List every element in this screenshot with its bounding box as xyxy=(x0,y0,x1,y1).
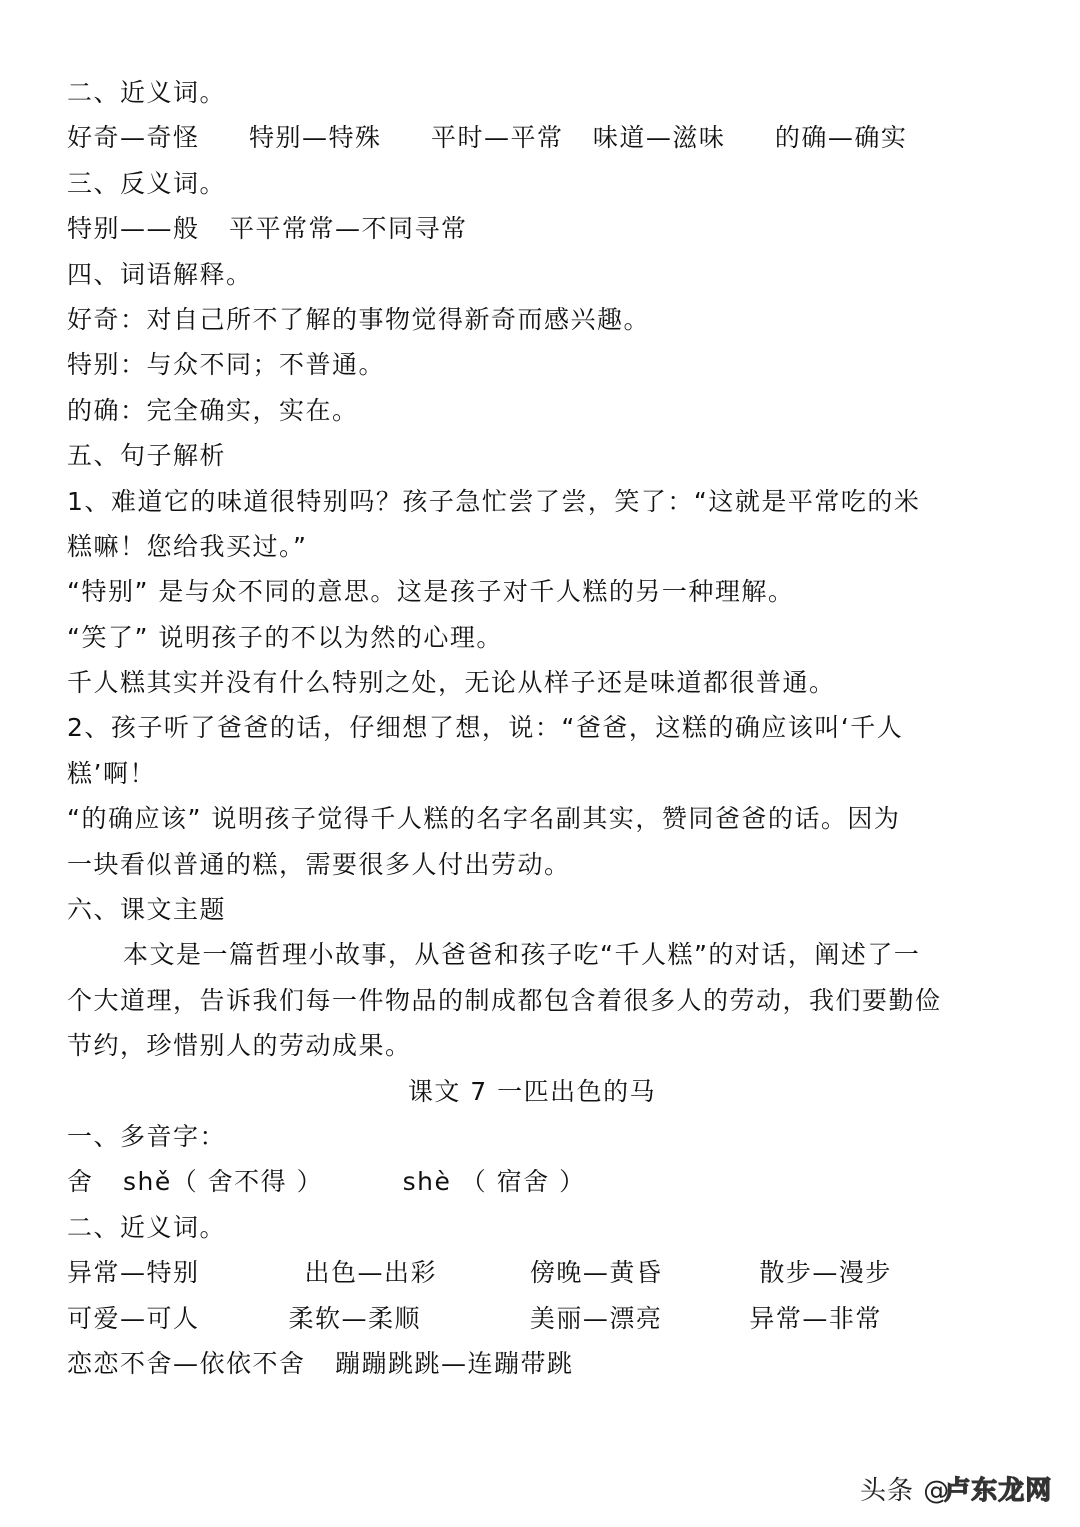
antonym-pairs-row xyxy=(67,206,1027,251)
synonym-pair: 异常—特别 xyxy=(67,1258,200,1288)
antonym-pair: 平平常常—不同寻常 xyxy=(228,214,468,244)
polyphonic-row xyxy=(67,1159,1027,1204)
definition-item: 特别：与众不同；不普通。 xyxy=(67,350,386,380)
synonym-pair: 美丽—漂亮 xyxy=(529,1303,663,1333)
synonym-pair: 好奇—奇怪 xyxy=(67,123,200,153)
synonym-pairs-row xyxy=(67,1250,1027,1295)
synonym-pair: 的确—确实 xyxy=(774,123,908,153)
sentence-2-note: “的确应该” 说明孩子觉得千人糕的名字名副其实，赞同爸爸的话。因为 xyxy=(67,804,901,834)
polyphonic-char: 舍 xyxy=(67,1167,94,1197)
theme-paragraph: 本文是一篇哲理小故事，从爸爸和孩子吃“千人糕”的对话，阐述了一 xyxy=(123,940,921,970)
synonym-pair: 蹦蹦跳跳—连蹦带跳 xyxy=(334,1348,574,1378)
watermark xyxy=(860,1470,1052,1507)
section-heading-theme: 六、课文主题 xyxy=(67,895,227,925)
sentence-1-text: 1、难道它的味道很特别吗？孩子急忙尝了尝，笑了：“这就是平常吃的米 xyxy=(67,486,921,516)
section-heading-synonyms-lesson7: 二、近义词。 xyxy=(67,1212,227,1242)
sentence-2-text: 2、孩子听了爸爸的话，仔细想了想，说：“爸爸，这糕的确应该叫‘千人 xyxy=(67,713,904,743)
sentence-2-text-cont: 糕’啊！ xyxy=(67,758,156,788)
synonym-pair: 可爱—可人 xyxy=(67,1303,200,1333)
synonym-pair: 柔软—柔顺 xyxy=(288,1303,421,1333)
synonym-pair: 散步—漫步 xyxy=(759,1258,892,1288)
antonym-pair: 特别——般 xyxy=(67,214,200,244)
pinyin-reading: shè （ 宿舍 ） xyxy=(402,1167,586,1197)
lesson-title: 课文 7 一匹出色的马 xyxy=(407,1076,657,1106)
section-heading-definitions: 四、词语解释。 xyxy=(67,259,253,289)
sentence-2-note-cont: 一块看似普通的糕，需要很多人付出劳动。 xyxy=(67,849,571,879)
section-heading-antonyms: 三、反义词。 xyxy=(67,168,227,198)
pinyin-reading: shě（ 舍不得 ） xyxy=(122,1167,324,1197)
synonym-pairs-row xyxy=(67,1296,1027,1341)
synonym-pair: 傍晚—黄昏 xyxy=(529,1258,663,1288)
section-heading-polyphonic: 一、多音字： xyxy=(67,1121,227,1151)
definition-item: 的确：完全确实，实在。 xyxy=(67,395,359,425)
watermark-stamp: 卢东龙网 xyxy=(944,1476,1053,1506)
definition-item: 好奇：对自己所不了解的事物觉得新奇而感兴趣。 xyxy=(67,304,651,334)
theme-paragraph-cont: 节约，珍惜别人的劳动成果。 xyxy=(67,1031,412,1061)
watermark-text: 头条 @ xyxy=(860,1476,951,1506)
section-heading-synonyms: 二、近义词。 xyxy=(67,78,227,107)
sentence-1-note: “笑了” 说明孩子的不以为然的心理。 xyxy=(67,622,503,652)
sentence-1-note: 千人糕其实并没有什么特别之处，无论从样子还是味道都很普通。 xyxy=(67,668,836,698)
synonym-pair: 味道—滋味 xyxy=(592,123,726,153)
synonym-pair: 恋恋不舍—依依不舍 xyxy=(67,1348,306,1378)
section-heading-sentence-analysis: 五、句子解析 xyxy=(67,441,227,471)
synonym-pairs-row xyxy=(67,115,1027,160)
sentence-1-note: “特别” 是与众不同的意思。这是孩子对千人糕的另一种理解。 xyxy=(67,577,795,607)
synonym-pair: 异常—非常 xyxy=(749,1303,882,1333)
document-page xyxy=(67,70,1027,1386)
synonym-pair: 平时—平常 xyxy=(430,123,564,153)
synonym-pairs-row xyxy=(67,1341,1027,1386)
theme-paragraph-cont: 个大道理，告诉我们每一件物品的制成都包含着很多人的劳动，我们要勤俭 xyxy=(67,985,942,1015)
synonym-pair: 特别—特殊 xyxy=(248,123,382,153)
sentence-1-text-cont: 糕嘛！您给我买过。” xyxy=(67,531,308,561)
synonym-pair: 出色—出彩 xyxy=(304,1258,437,1288)
